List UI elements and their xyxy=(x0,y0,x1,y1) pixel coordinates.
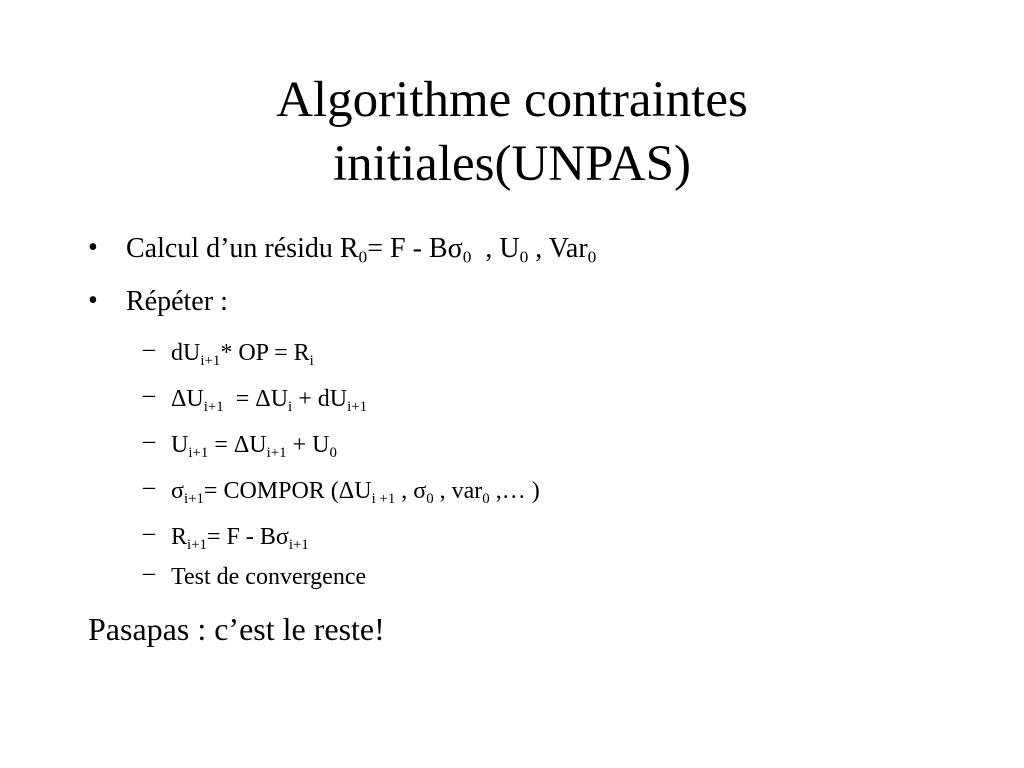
title-line-2: initiales(UNPAS) xyxy=(333,136,691,192)
text-segment: = ΔU xyxy=(223,386,289,412)
step-convergence: Test de convergence xyxy=(171,564,367,590)
subscript: i+1 xyxy=(200,352,221,369)
subscript: 0 xyxy=(482,490,490,507)
dash-marker: – xyxy=(143,560,155,586)
subscript: i xyxy=(288,398,293,415)
subscript: 0 xyxy=(426,490,434,507)
subscript: i +1 xyxy=(371,490,396,507)
dash-marker: – xyxy=(143,336,155,362)
bullet-calcul-residu xyxy=(126,232,596,266)
text-segment: = F - Bσ xyxy=(206,524,289,550)
dash-marker: – xyxy=(143,474,155,500)
subscript: 0 xyxy=(329,444,337,461)
subscript: 0 xyxy=(519,247,529,267)
bullet-marker: • xyxy=(88,232,98,263)
subscript: i+1 xyxy=(266,444,287,461)
text-segment: , var xyxy=(433,478,483,504)
subscript: i+1 xyxy=(288,536,309,553)
text-segment: Calcul d’un résidu R xyxy=(126,233,359,264)
subscript: i+1 xyxy=(188,444,209,461)
text-segment: , Var xyxy=(528,233,588,264)
subscript: 0 xyxy=(587,247,597,267)
text-segment: + U xyxy=(286,432,330,458)
text-segment: dU xyxy=(171,340,201,366)
step-residu xyxy=(171,520,309,554)
text-segment: U xyxy=(171,432,189,458)
text-segment: * OP = R xyxy=(220,340,310,366)
dash-marker: – xyxy=(143,428,155,454)
text-segment: + dU xyxy=(292,386,348,412)
text-segment: ΔU xyxy=(171,386,204,412)
subscript: 0 xyxy=(358,247,368,267)
text-segment: = ΔU xyxy=(208,432,267,458)
closing-remark: Pasapas : c’est le reste! xyxy=(88,611,385,647)
dash-marker: – xyxy=(143,382,155,408)
subscript: i+1 xyxy=(183,490,204,507)
title-line-1: Algorithme contraintes xyxy=(276,72,748,128)
text-segment: R xyxy=(171,524,188,550)
text-segment: ,… ) xyxy=(489,478,540,504)
text-segment: = F - Bσ xyxy=(367,233,463,264)
step-u xyxy=(171,428,337,462)
subscript: i+1 xyxy=(187,536,207,553)
text-segment: , σ xyxy=(395,478,427,504)
text-segment: = COMPOR (ΔU xyxy=(203,478,372,504)
text-segment: σ xyxy=(171,478,184,504)
bullet-repeter: Répéter : xyxy=(126,286,228,317)
subscript: 0 xyxy=(462,247,472,267)
dash-marker: – xyxy=(143,520,155,546)
text-segment: , U xyxy=(471,233,520,264)
subscript: i+1 xyxy=(203,398,224,415)
step-sigma xyxy=(171,474,540,508)
subscript: i+1 xyxy=(347,398,368,415)
subscript: i xyxy=(309,352,314,369)
bullet-marker: • xyxy=(88,285,98,316)
step-delta-u xyxy=(171,382,367,416)
step-du xyxy=(171,336,314,370)
